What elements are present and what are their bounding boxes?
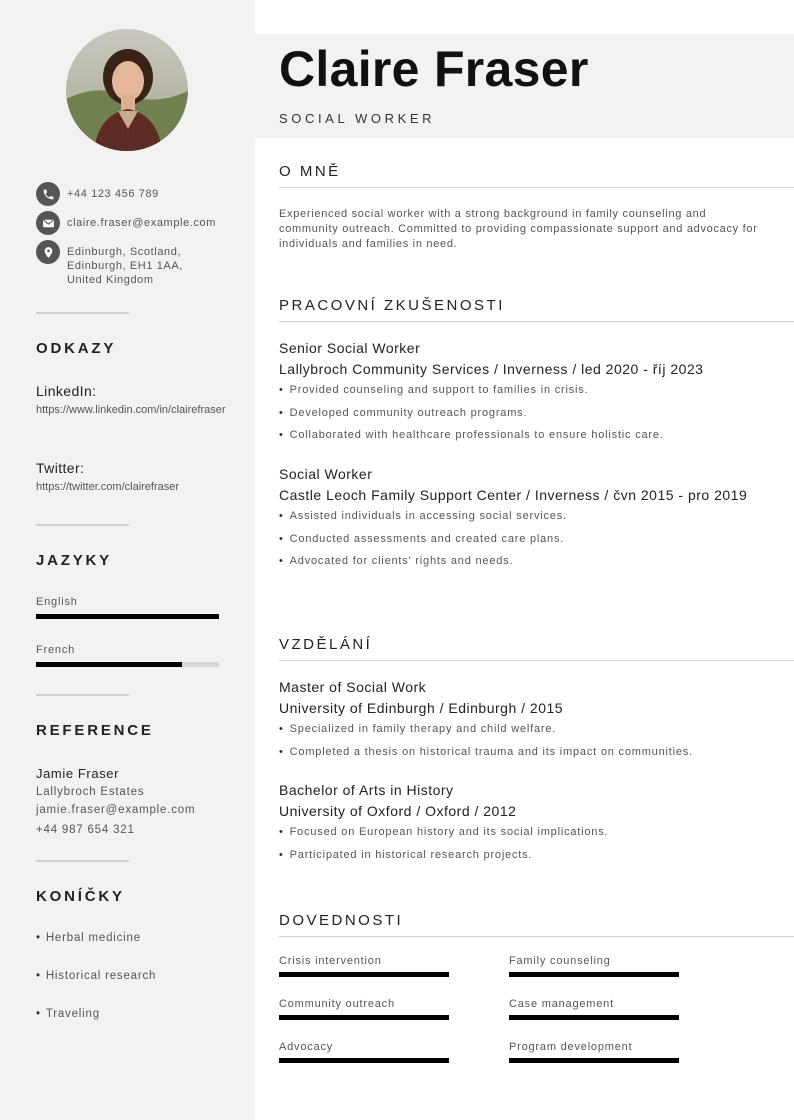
skill-item — [279, 955, 449, 977]
entry-organization: Castle Leoch Family Support Center / Inverness / čvn 2015 - pro 2019 — [279, 487, 748, 503]
bullet-text: Conducted assessments and created care plans. — [289, 532, 565, 545]
bullet-text: Completed a thesis on historical trauma and its impact on communities. — [289, 745, 693, 758]
sidebar-divider — [36, 524, 129, 526]
twitter-label: Twitter: — [36, 460, 85, 476]
about-heading: O MNĚ — [279, 163, 341, 180]
entry-bullets — [279, 509, 759, 568]
experience-entry — [279, 465, 759, 577]
skill-item — [509, 998, 679, 1020]
entry-organization: Lallybroch Community Services / Inverness / led 2020 - říj 2023 — [279, 361, 704, 377]
reference-heading: REFERENCE — [36, 722, 154, 739]
about-text: Experienced social worker with a strong background in family counseling and community outreach. Committed to providing compassionate support and advocacy for individuals and families in need. — [279, 208, 758, 250]
skill-bar — [509, 1058, 679, 1063]
list-item: • Advocated for clients' rights and needs. — [279, 555, 514, 567]
links-heading: ODKAZY — [36, 340, 117, 357]
page-title: Claire Fraser — [279, 41, 589, 97]
bullet-text: Collaborated with healthcare professionals to ensure holistic care. — [289, 429, 664, 441]
languages-heading: JAZYKY — [36, 552, 112, 569]
skill-bar — [509, 972, 679, 977]
section-rule — [279, 660, 794, 661]
education-entry — [279, 781, 759, 870]
skill-level-fill — [509, 1015, 679, 1020]
skill-level-fill — [509, 1058, 679, 1063]
bullet-text: Developed community outreach programs. — [289, 406, 528, 419]
sidebar — [0, 0, 255, 1120]
job-title: SOCIAL WORKER — [279, 111, 436, 126]
contact-email[interactable] — [36, 211, 236, 235]
entry-organization: University of Edinburgh / Edinburgh / 2015 — [279, 700, 564, 716]
hobby-item: • Historical research — [36, 970, 157, 982]
sidebar-divider — [36, 694, 129, 696]
sidebar-divider — [36, 312, 129, 314]
contact-phone[interactable] — [36, 182, 236, 206]
skill-level-fill — [509, 972, 679, 977]
bullet-text: Specialized in family therapy and child welfare. — [289, 723, 557, 735]
list-item: • Assisted individuals in accessing social services. — [279, 510, 567, 522]
list-item: • Specialized in family therapy and child welfare. — [279, 723, 557, 735]
hobby-label: Traveling — [45, 1008, 100, 1020]
skill-bar — [279, 1015, 449, 1020]
skill-level-fill — [279, 1015, 449, 1020]
linkedin-link[interactable]: https://www.linkedin.com/in/clairefraser — [36, 404, 226, 416]
hobbies-heading: KONÍČKY — [36, 888, 125, 905]
list-item: • Conducted assessments and created care plans. — [279, 532, 565, 545]
section-rule — [279, 187, 794, 188]
skill-bar — [279, 1058, 449, 1063]
profile-photo — [66, 29, 188, 151]
skill-name: Community outreach — [279, 998, 395, 1010]
education-heading: VZDĚLÁNÍ — [279, 636, 373, 653]
address-text: Edinburgh, Scotland, Edinburgh, EH1 1AA, United Kingdom — [67, 246, 183, 286]
skill-bar — [509, 1015, 679, 1020]
phone-icon — [36, 182, 60, 206]
skill-name: Family counseling — [509, 955, 611, 967]
linkedin-label: LinkedIn: — [36, 383, 97, 399]
section-rule — [279, 936, 794, 937]
entry-title: Senior Social Worker — [279, 340, 421, 356]
bullet-text: Assisted individuals in accessing social services. — [289, 510, 567, 522]
skill-bar — [279, 972, 449, 977]
reference-company: Lallybroch Estates — [36, 786, 145, 798]
list-item: • Participated in historical research projects. — [279, 848, 533, 861]
hobby-label: Herbal medicine — [45, 932, 141, 944]
entry-title: Social Worker — [279, 466, 373, 482]
bullet-text: Provided counseling and support to families in crisis. — [289, 384, 589, 396]
experience-heading: PRACOVNÍ ZKUŠENOSTI — [279, 297, 505, 314]
skills-heading: DOVEDNOSTI — [279, 912, 404, 929]
skill-level-fill — [279, 972, 449, 977]
entry-bullets — [279, 722, 759, 759]
sidebar-divider — [36, 860, 129, 862]
entry-organization: University of Oxford / Oxford / 2012 — [279, 803, 517, 819]
list-item: • Collaborated with healthcare professionals to ensure holistic care. — [279, 429, 664, 441]
location-pin-icon — [36, 240, 60, 264]
hobby-item: • Traveling — [36, 1008, 100, 1020]
language-name-english: English — [36, 596, 78, 608]
skill-name: Program development — [509, 1041, 633, 1053]
email-icon — [36, 211, 60, 235]
reference-name: Jamie Fraser — [36, 766, 120, 781]
skill-name: Advocacy — [279, 1041, 334, 1053]
skill-item — [279, 1041, 449, 1063]
language-bar-french — [36, 662, 219, 667]
bullet-text: Advocated for clients' rights and needs. — [289, 555, 514, 567]
bullet-text: Focused on European history and its social implications. — [289, 826, 609, 838]
email-text: claire.fraser@example.com — [67, 217, 217, 229]
entry-title: Bachelor of Arts in History — [279, 782, 454, 798]
education-entry — [279, 678, 759, 767]
skill-item — [509, 955, 679, 977]
hobby-item: • Herbal medicine — [36, 932, 141, 944]
list-item: • Developed community outreach programs. — [279, 406, 528, 419]
language-level-fill — [36, 614, 219, 619]
list-item: • Focused on European history and its social implications. — [279, 826, 609, 838]
twitter-link[interactable]: https://twitter.com/clairefraser — [36, 481, 180, 493]
skill-name: Crisis intervention — [279, 955, 382, 967]
contact-address — [36, 240, 236, 287]
reference-email[interactable]: jamie.fraser@example.com — [36, 804, 196, 816]
skill-item — [509, 1041, 679, 1063]
skill-name: Case management — [509, 998, 614, 1010]
list-item: • Completed a thesis on historical trauma and its impact on communities. — [279, 745, 693, 758]
entry-title: Master of Social Work — [279, 679, 427, 695]
hobby-label: Historical research — [45, 970, 157, 982]
experience-entry — [279, 339, 759, 451]
reference-phone[interactable]: +44 987 654 321 — [36, 824, 135, 836]
entry-bullets — [279, 383, 759, 442]
entry-bullets — [279, 825, 759, 862]
language-level-fill — [36, 662, 182, 667]
bullet-text: Participated in historical research projects. — [289, 848, 533, 861]
list-item: • Provided counseling and support to families in crisis. — [279, 384, 589, 396]
language-name-french: French — [36, 644, 76, 656]
phone-text: +44 123 456 789 — [67, 188, 159, 200]
section-rule — [279, 321, 794, 322]
language-bar-english — [36, 614, 219, 619]
skill-level-fill — [279, 1058, 449, 1063]
skill-item — [279, 998, 449, 1020]
